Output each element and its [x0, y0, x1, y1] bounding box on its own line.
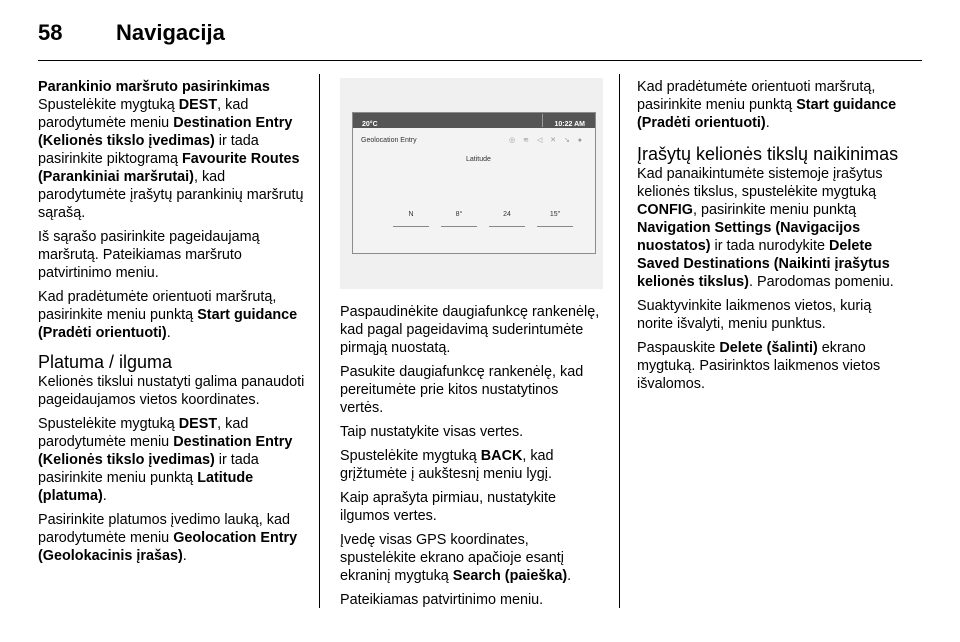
temperature: 20°C	[362, 121, 378, 128]
coordinate-field-seconds[interactable]: 15"	[537, 206, 573, 227]
paragraph: Spustelėkite mygtuką DEST, kad parodytumėte meniu Destination Entry (Kelionės tikslo įvedimas) ir tada pasirinkite piktogramą Favourite Routes (Parankiniai maršrutai), kad parodytumėte įrašytų parankinių maršrutų sąrašą.	[38, 97, 304, 221]
coordinate-field-direction[interactable]: N	[393, 206, 429, 227]
clock: 10:22 AM	[554, 121, 585, 128]
paragraph: Pasirinkite platumos įvedimo lauką, kad parodytumėte meniu Geolocation Entry (Geolokacinis įrašas).	[38, 512, 298, 564]
screen-title: Geolocation Entry	[361, 137, 417, 144]
column-3	[637, 78, 909, 399]
status-icons: ◎ ≋ ◁ ✕ ↘ ●	[508, 137, 585, 144]
header-rule	[38, 60, 922, 61]
paragraph: Spustelėkite mygtuką DEST, kad parodytumėte meniu Destination Entry (Kelionės tikslo įvedimas) ir tada pasirinkite meniu punktą Latitude (platuma).	[38, 416, 293, 504]
page-header	[38, 20, 225, 46]
section-heading-latitude-longitude: Platuma / ilguma	[38, 352, 173, 372]
paragraph: Iš sąrašo pasirinkite pageidaujamą maršrutą. Pateikiamas maršruto patvirtinimo meniu.	[38, 229, 260, 281]
paragraph: Kad panaikintumėte sistemoje įrašytus kelionės tikslus, spustelėkite mygtuką CONFIG, pasirinkite meniu punktą Navigation Settings (Navigacijos nuostatos) ir tada nurodykite Delete Saved Destinations (Naikinti įrašytus kelionės tikslus). Parodomas pomeniu.	[637, 166, 894, 290]
page-number: 58	[38, 20, 63, 45]
paragraph: Paspauskite Delete (šalinti) ekrano mygtuką. Pasirinktos laikmenos vietos išvalomos.	[637, 340, 881, 392]
section-heading-delete-destinations: Įrašytų kelionės tikslų naikinimas	[637, 144, 899, 164]
column-1	[38, 78, 308, 571]
screen-subtitle: Latitude	[466, 156, 491, 163]
column-divider-2	[619, 74, 620, 608]
paragraph: Suaktyvinkite laikmenos vietos, kurią norite išvalyti, meniu punktus.	[637, 298, 872, 332]
paragraph: Kelionės tikslui nustatyti galima panaudoti pageidaujamos vietos koordinates.	[38, 374, 305, 408]
status-bar	[353, 113, 595, 128]
column-2	[340, 78, 604, 615]
chapter-title: Navigacija	[116, 20, 225, 45]
paragraph: Kad pradėtumėte orientuoti maršrutą, pasirinkite meniu punktą Start guidance (Pradėti orientuoti).	[38, 289, 298, 341]
paragraph: Paspaudinėkite daugiafunkcę rankenėlę, kad pagal pageidavimą suderintumėte pirmąją nuostatą.	[340, 304, 600, 356]
coordinate-field-degrees[interactable]: 8°	[441, 206, 477, 227]
paragraph: Pateikiamas patvirtinimo meniu.	[340, 592, 544, 608]
paragraph: Spustelėkite mygtuką BACK, kad grįžtumėte į aukštesnį meniu lygį.	[340, 448, 554, 482]
paragraph: Kad pradėtumėte orientuoti maršrutą, pasirinkite meniu punktą Start guidance (Pradėti orientuoti).	[637, 79, 897, 131]
column-divider-1	[319, 74, 320, 608]
section-heading-favourite-route: Parankinio maršruto pasirinkimas	[38, 79, 270, 95]
screen-illustration	[340, 78, 603, 289]
paragraph: Taip nustatykite visas vertes.	[340, 424, 524, 440]
paragraph: Pasukite daugiafunkcę rankenėlę, kad pereitumėte prie kitos nustatytinos vertės.	[340, 364, 584, 416]
paragraph: Kaip aprašyta pirmiau, nustatykite ilgumos vertes.	[340, 490, 556, 524]
paragraph: Įvedę visas GPS koordinates, spustelėkite ekrano apačioje esantį ekraninį mygtuką Search (paieška).	[340, 532, 572, 584]
coordinate-field-minutes[interactable]: 24	[489, 206, 525, 227]
infotainment-screen	[352, 112, 596, 254]
